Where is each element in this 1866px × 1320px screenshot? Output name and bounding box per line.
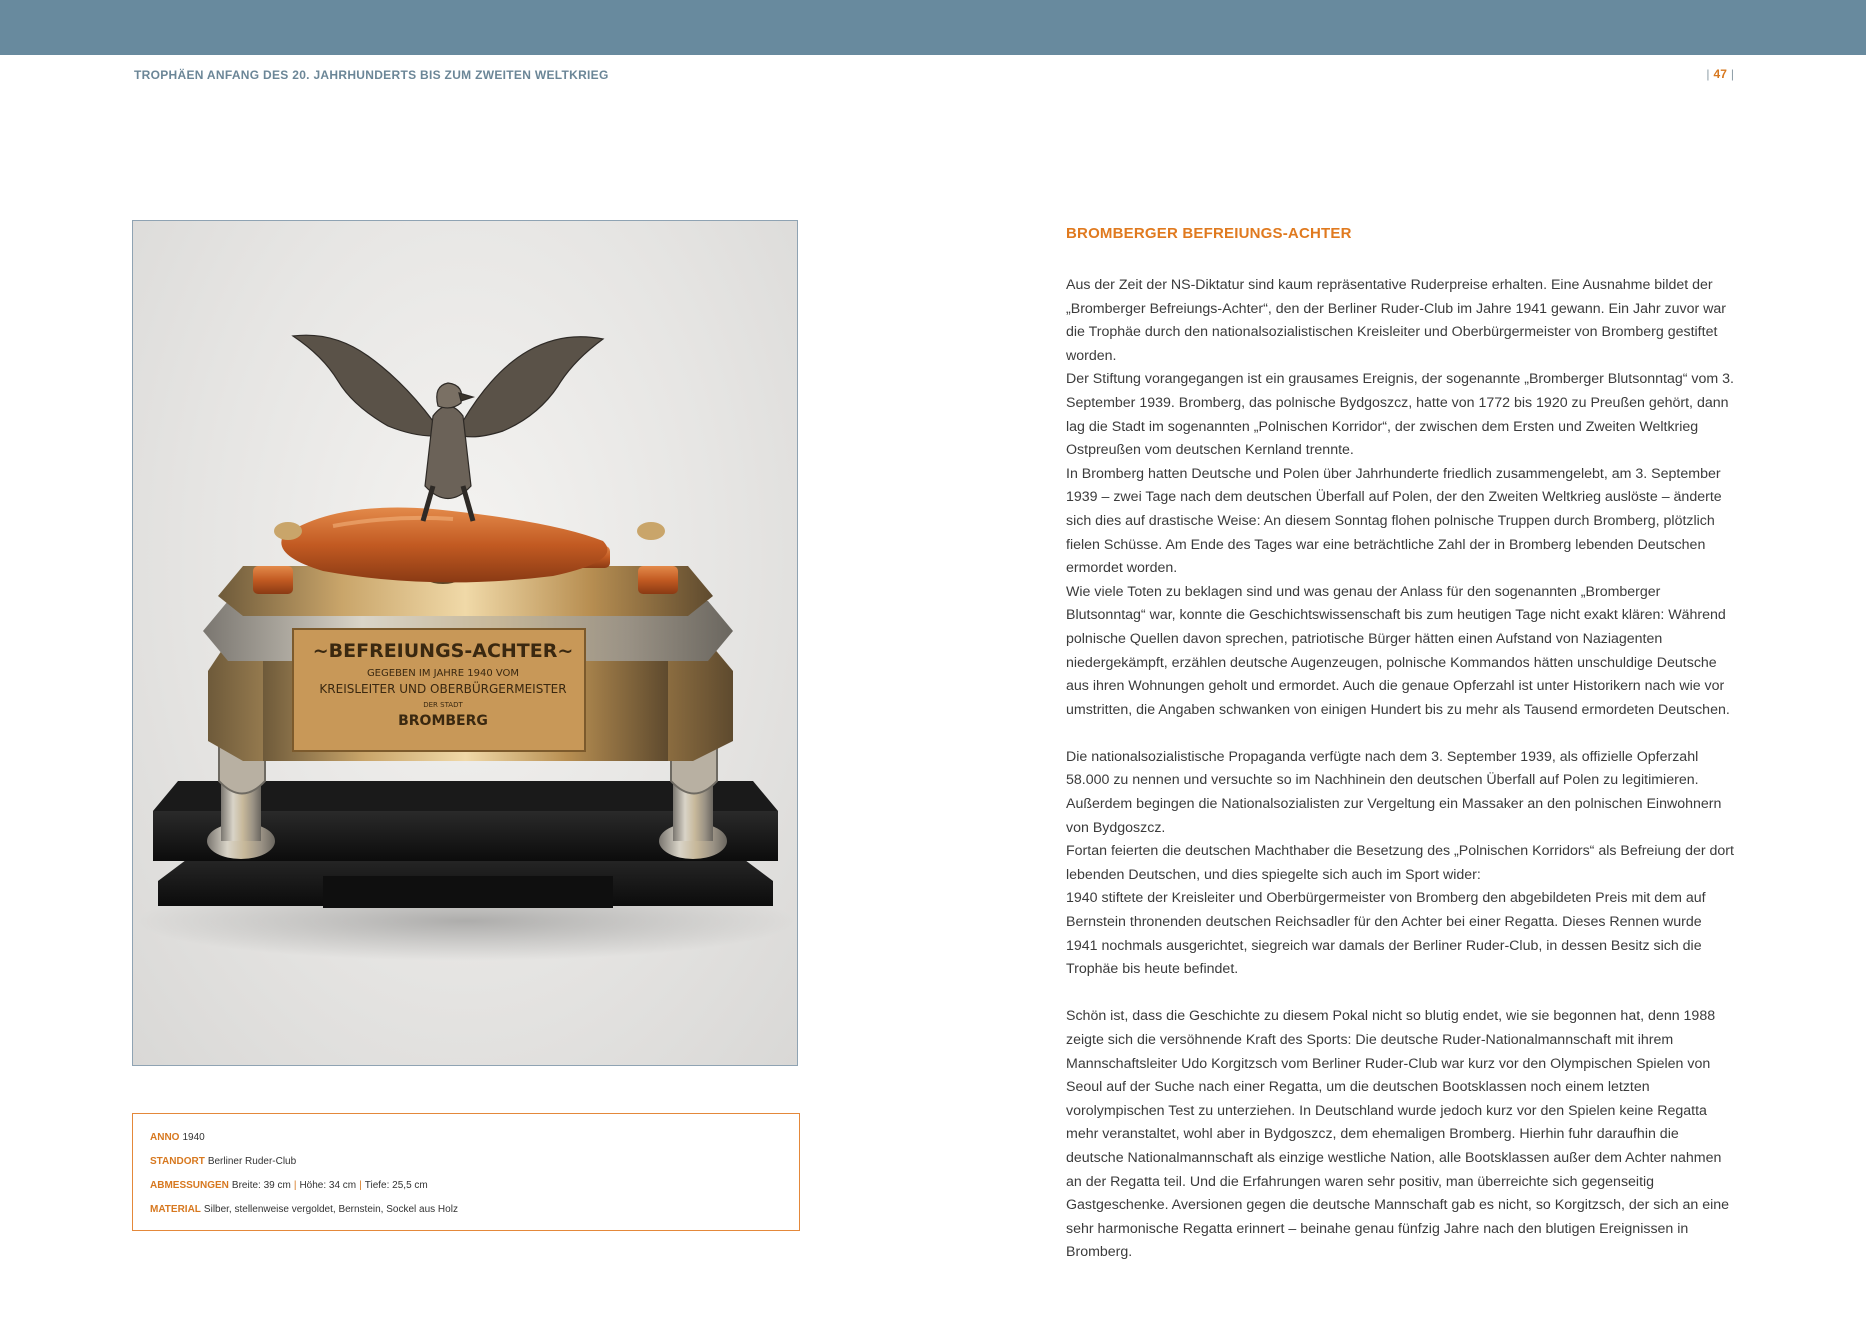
article <box>1066 225 1736 1265</box>
material-label: MATERIAL <box>150 1204 201 1215</box>
page-number-value: 47 <box>1713 67 1727 81</box>
article-title: BROMBERGER BEFREIUNGS-ACHTER <box>1066 225 1352 242</box>
article-paragraph: Fortan feierten die deutschen Machthaber die Besetzung des „Polnischen Korridors“ als Befreiung der dort lebenden Deutschen, und dies spiegelte sich auch im Sport wider: <box>1066 843 1734 883</box>
detail-abmessungen <box>150 1176 782 1200</box>
engraving-line5: BROMBERG <box>398 713 488 729</box>
trophy-illustration <box>133 221 798 1066</box>
engraving-line4: DER STADT <box>423 701 463 709</box>
anno-label: ANNO <box>150 1132 180 1143</box>
eagle-sculpture <box>293 335 603 521</box>
article-paragraph: 1940 stiftete der Kreisleiter und Oberbürgermeister von Bromberg den abgebildeten Preis mit dem auf Bernstein thronenden deutschen Reichsadler für den Achter bei einer Regatta. Dieses Rennen wurde 1941 nochmals ausgerichtet, siegreich war damals der Berliner Ruder-Club, in dessen Besitz sich die Trophäe bis heute befindet. <box>1066 890 1706 978</box>
engraving-line1: ~BEFREIUNGS-ACHTER~ <box>312 640 574 662</box>
running-head: TROPHÄEN ANFANG DES 20. JAHRHUNDERTS BIS ZUM ZWEITEN WELTKRIEG <box>134 68 609 82</box>
engraving-line2: GEGEBEN IM JAHRE 1940 VOM <box>366 668 520 679</box>
detail-material <box>150 1200 782 1224</box>
article-paragraph: Wie viele Toten zu beklagen sind und was genau der Anlass für den sogenannten „Bromberger Blutsonntag“ war, konnte die Geschichtswissenschaft bis zum heutigen Tage nicht exakt klären: Während polnische Quellen davon sprechen, patriotische Bürger hätten einen Aufstand von Naziagenten niedergekämpft, erzählen deutsche Augenzeugen, polnische Kommandos hätten unschuldige Deutsche aus ihren Wohnungen geholt und ermordet. Auch die genaue Opferzahl ist unter Historikern nach wie vor umstritten, die Angaben schwanken von einigen Hundert bis zu mehr als Tausend ermordeten Deutschen. <box>1066 583 1730 718</box>
article-paragraph: Schön ist, dass die Geschichte zu diesem Pokal nicht so blutig endet, wie sie begonnen hat, denn 1988 zeigte sich die versöhnende Kraft des Sports: Die deutsche Ruder-Nationalmannschaft mit ihrem Mannschaftsleiter Udo Korgitzsch vom Berliner Ruder-Club war kurz vor den Olympischen Spielen von Seoul auf der Suche nach einer Regatta, um die deutschen Bootsklassen noch einem letzten vorolympischen Test zu unterziehen. In Deutschland wurde jedoch kurz vor den Spielen keine Regatta mehr veranstaltet, wohl aber in Bydgoszcz, dem ehemaligen Bromberg. Hierhin fuhr daraufhin die deutsche Nationalmannschaft als einzige westliche Nation, alle Bootsklassen außer dem Achter nahmen an der Regatta teil. Und die Erfahrungen waren sehr positiv, man überreichte sich gegenseitig Gastgeschenke. Aversionen gegen die deutsche Mannschaft gab es nicht, so Korgitzsch, der sich an eine sehr harmonische Regatta erinnert – beinahe genau fünfzig Jahre nach den blutigen Ereignissen in Bromberg. <box>1066 1008 1730 1261</box>
page-number: | 47 | <box>1706 67 1734 81</box>
abmessungen-label: ABMESSUNGEN <box>150 1180 229 1191</box>
article-paragraph: Aus der Zeit der NS-Diktatur sind kaum repräsentative Ruderpreise erhalten. Eine Ausnahme bildet der „Bromberger Befreiungs-Achter“, den der Berliner Ruder-Club im Jahre 1941 gewann. Ein Jahr zuvor war die Trophäe durch den nationalsozialistischen Kreisleiter und Oberbürgermeister von Bromberg gestiftet worden. <box>1066 277 1727 364</box>
header-band <box>0 0 1866 55</box>
separator: | <box>359 1180 362 1191</box>
hoehe-value: Höhe: 34 cm <box>299 1180 357 1191</box>
object-details-box <box>132 1113 800 1231</box>
detail-anno <box>150 1128 782 1152</box>
article-paragraph: Die nationalsozialistische Propaganda verfügte nach dem 3. September 1939, als offizielle Opferzahl 58.000 zu nennen und versuchte so im Nachhinein den deutschen Überfall auf Polen zu legitimieren. Außerdem begingen die Nationalsozialisten zur Vergeltung ein Massaker an den polnischen Einwohnern von Bydgoszcz. <box>1066 748 1722 836</box>
engraving-line3: KREISLEITER UND OBERBÜRGERMEISTER <box>319 682 567 696</box>
standort-label: STANDORT <box>150 1156 205 1167</box>
article-paragraph: Der Stiftung vorangegangen ist ein grausames Ereignis, der sogenannte „Bromberger Blutsonntag“ vom 3. September 1939. Bromberg, das polnische Bydgoszcz, hatte von 1772 bis 1920 zu Preußen gehört, dann lag die Stadt im sogenannten „Polnischen Korridor“, der zwischen dem Ersten und Zweiten Weltkrieg Ostpreußen vom deutschen Kernland trennte. <box>1066 371 1734 459</box>
article-paragraph: In Bromberg hatten Deutsche und Polen über Jahrhunderte friedlich zusammengelebt, am 3. September 1939 – zwei Tage nach dem deutschen Überfall auf Polen, der den Zweiten Weltkrieg auslöste – änderte sich dies auf drastische Weise: An diesem Sonntag flohen polnische Truppen durch Bromberg, plötzlich fielen Schüsse. Am Ende des Tages war eine beträchtliche Zahl der in Bromberg lebenden Deutschen ermordet worden. <box>1066 465 1722 577</box>
detail-standort <box>150 1152 782 1176</box>
standort-value: Berliner Ruder-Club <box>207 1156 297 1167</box>
trophy-photo <box>132 220 798 1066</box>
tiefe-value: Tiefe: 25,5 cm <box>364 1180 428 1191</box>
breite-value: Breite: 39 cm <box>231 1180 291 1191</box>
material-value: Silber, stellenweise vergoldet, Bernstein, Sockel aus Holz <box>203 1204 458 1215</box>
separator: | <box>293 1180 297 1191</box>
anno-value: 1940 <box>182 1132 205 1143</box>
